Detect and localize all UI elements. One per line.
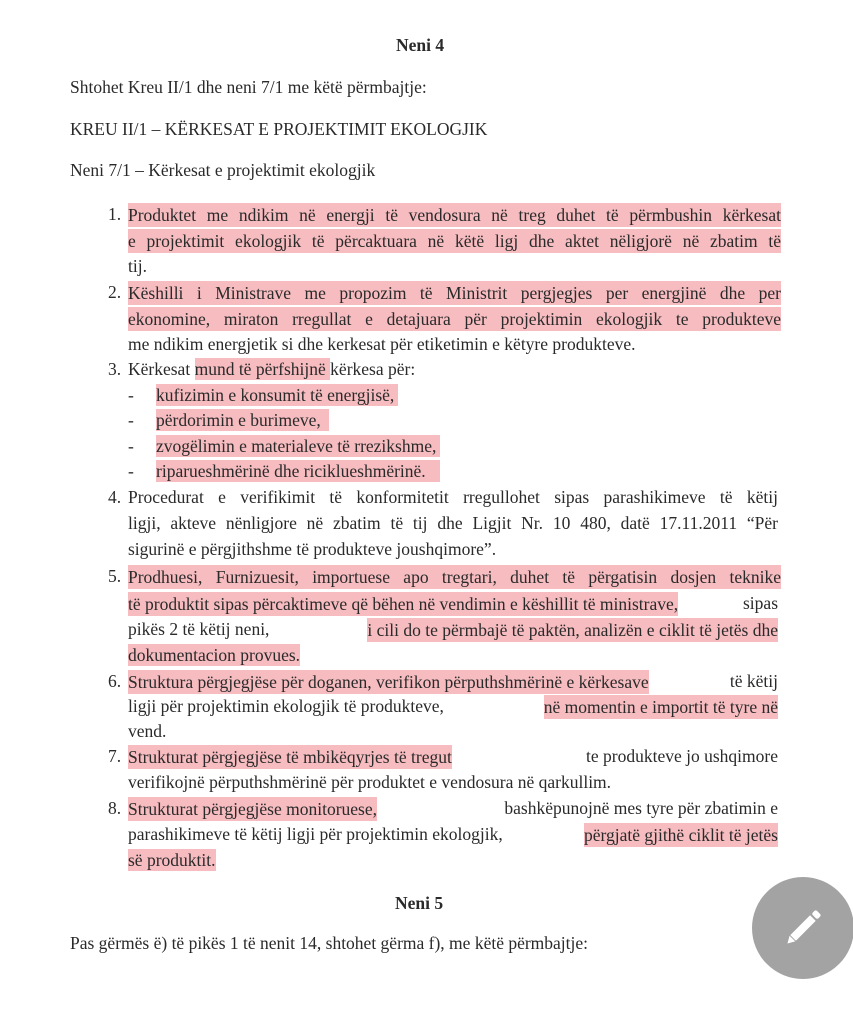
- item-3-lead: Kërkesat mund të përfshijnë kërkesa për:: [128, 359, 416, 379]
- item-number: 8.: [108, 798, 122, 818]
- item-5-line-1: Prodhuesi, Furnizuesit, importuese apo tregtari, duhet të përgatisin dosjen teknike: [128, 567, 781, 587]
- item-2-line-1: Këshilli i Ministrave me propozim të Ministrit pergjegjes per energjinë dhe per: [128, 283, 781, 303]
- bullet-dash: -: [128, 436, 134, 456]
- item-number: 5.: [108, 566, 122, 586]
- item-8-line-3: së produktit.: [128, 850, 216, 870]
- item-6-line-2: ligji për projektimin ekologjik të produkteve, në momentin e importit të tyre në: [128, 696, 778, 717]
- item-4-line-1: Procedurat e verifikimit të konformitetit rregullohet sipas parashikimeve të këtij: [128, 487, 778, 507]
- subitem: zvogëlimin e materialeve të rrezikshme,: [156, 435, 440, 457]
- bullet-dash: -: [128, 461, 134, 481]
- item-number: 2.: [108, 282, 122, 302]
- article-7-1-title: Neni 7/1 – Kërkesat e projektimit ekologjik: [70, 160, 376, 180]
- item-6-line-1: Struktura përgjegjëse për doganen, verifikon përputhshmërinë e kërkesave të këtij: [128, 671, 778, 692]
- bullet-dash: -: [128, 410, 134, 430]
- subitem: përdorimin e burimeve,: [156, 409, 329, 431]
- subitem: riparueshmërinë dhe riciklueshmërinë.: [156, 460, 440, 482]
- item-7-line-2: verifikojnë përputhshmërinë për produktet e vendosura në qarkullim.: [128, 772, 612, 792]
- article-5-intro: Pas gërmës ë) të pikës 1 të nenit 14, shtohet gërma f), me këtë përmbajtje:: [70, 933, 589, 953]
- chapter-title: KREU II/1 – KËRKESAT E PROJEKTIMIT EKOLOGJIK: [70, 119, 488, 139]
- item-number: 7.: [108, 746, 122, 766]
- article-4-title: Neni 4: [396, 35, 445, 55]
- item-2-line-3: me ndikim energjetik si dhe kerkesat për etiketimin e këtyre produkteve.: [128, 334, 636, 354]
- item-2-line-2: ekonomine, miraton rregullat e detajuara për projektimin ekologjik te produkteve: [128, 309, 781, 329]
- item-8-line-2: parashikimeve të këtij ligji për projektimin ekologjik, përgjatë gjithë ciklit të jetës: [128, 824, 778, 845]
- item-6-line-3: vend.: [128, 721, 167, 741]
- item-1-line-3: tij.: [128, 256, 147, 276]
- item-1-line-2: e projektimit ekologjik të përcaktuara në këtë ligj dhe aktet nëligjorë në zbatim të: [128, 231, 781, 251]
- intro-text: Shtohet Kreu II/1 dhe neni 7/1 me këtë përmbajtje:: [70, 77, 427, 97]
- edit-fab-button[interactable]: [752, 877, 853, 979]
- item-number: 3.: [108, 359, 122, 379]
- item-5-line-2: të produktit sipas përcaktimeve që bëhen në vendimin e këshillit të ministrave, sipas: [128, 593, 778, 614]
- item-number: 4.: [108, 487, 122, 507]
- item-8-line-1: Strukturat përgjegjëse monitoruese, bashkëpunojnë mes tyre për zbatimin e: [128, 798, 778, 819]
- item-number: 6.: [108, 671, 122, 691]
- item-5-line-3: pikës 2 të këtij neni, i cili do te përmbajë të paktën, analizën e ciklit të jetës dhe: [128, 619, 778, 640]
- item-4-line-2: ligji, akteve nënligjore në zbatim të tij dhe Ligjit Nr. 10 480, datë 17.11.2011 “Për: [128, 513, 778, 533]
- bullet-dash: -: [128, 385, 134, 405]
- item-4-line-3: sigurinë e përgjithshme të produkteve joushqimore”.: [128, 539, 497, 559]
- item-number: 1.: [108, 204, 122, 224]
- item-1-line-1: Produktet me ndikim në energji të vendosura në treg duhet të përmbushin kërkesat: [128, 205, 781, 225]
- item-5-line-4: dokumentacion provues.: [128, 645, 301, 665]
- pencil-icon: [779, 904, 827, 952]
- item-7-line-1: Strukturat përgjegjëse të mbikëqyrjes të tregut te produkteve jo ushqimore: [128, 746, 778, 767]
- subitem: kufizimin e konsumit të energjisë,: [156, 384, 398, 406]
- article-5-title: Neni 5: [395, 893, 444, 913]
